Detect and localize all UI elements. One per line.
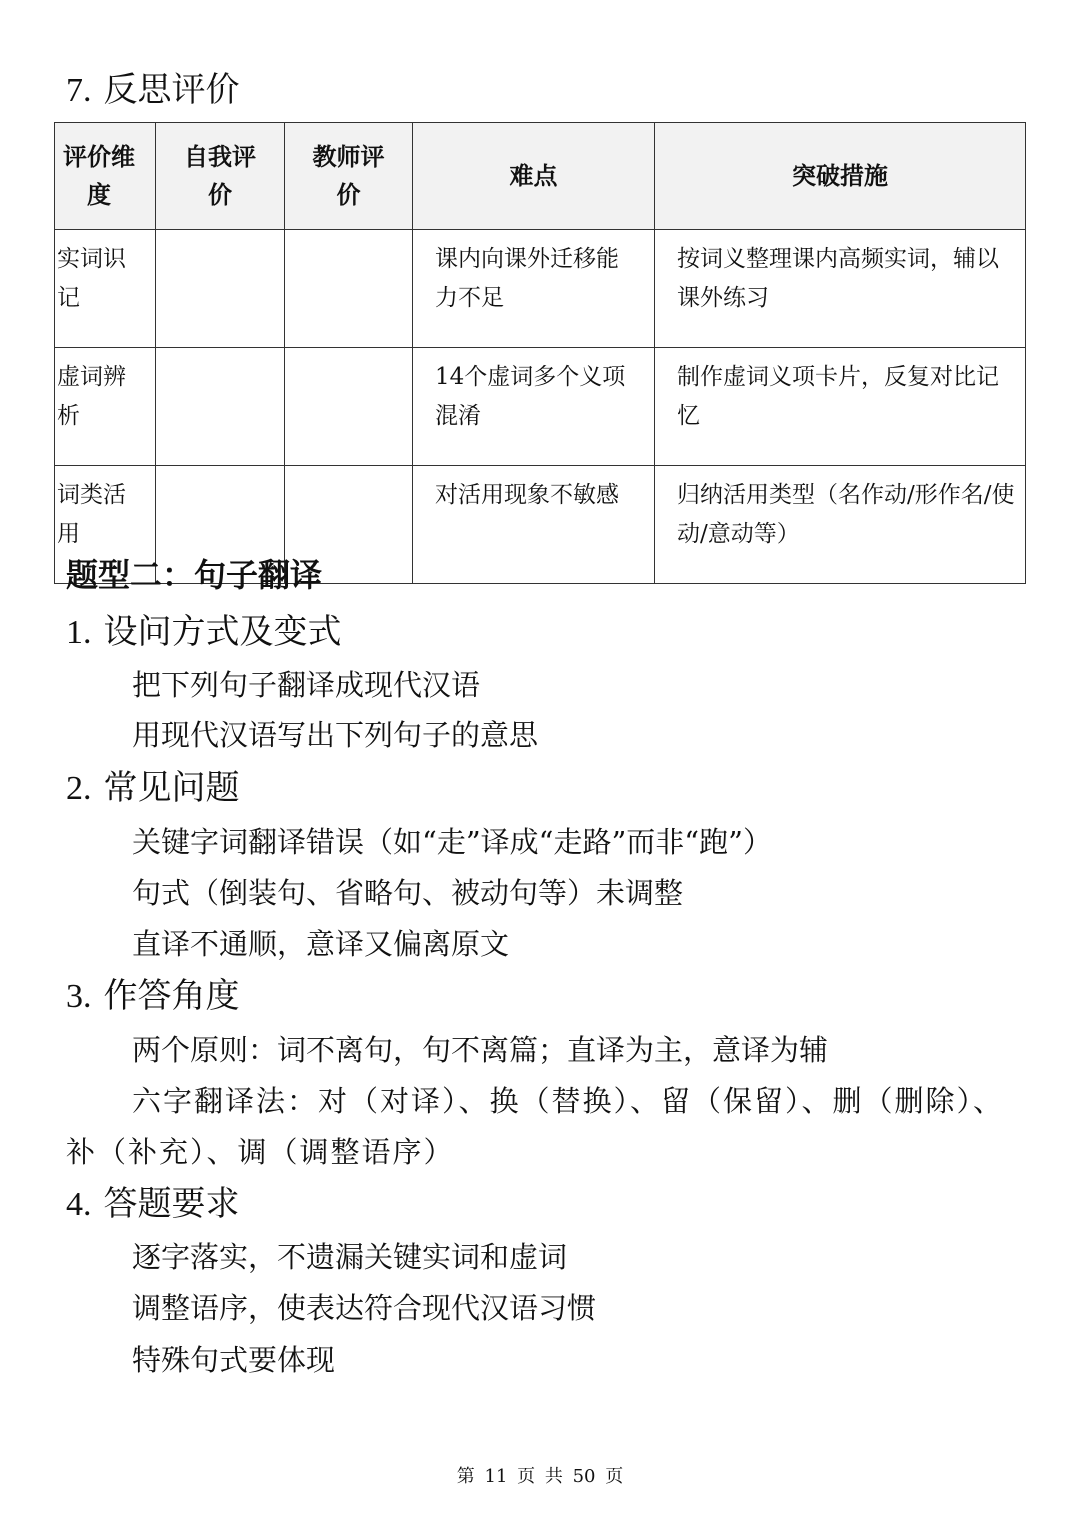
header-teacher-evaluation: 教师评价 <box>285 123 413 230</box>
page-number-footer: 第 11 页 共 50 页 <box>456 1466 624 1487</box>
evaluation-table <box>54 122 1026 584</box>
cell-measures: 归纳活用类型（名作动/形作名/使动/意动等） <box>655 466 1026 584</box>
section-4-heading <box>66 1184 240 1225</box>
header-dimension: 评价维度 <box>55 123 156 230</box>
table-header-row <box>55 123 1026 230</box>
section-1-heading <box>66 612 342 653</box>
section-title: 答题要求 <box>103 1184 240 1224</box>
cell-measures: 按词义整理课内高频实词，辅以课外练习 <box>655 230 1026 348</box>
section-number: 1. <box>66 614 92 651</box>
paragraph-line: 用现代汉语写出下列句子的意思 <box>132 718 539 752</box>
cell-dimension: 虚词辨析 <box>55 348 156 466</box>
paragraph-line: 把下列句子翻译成现代汉语 <box>132 668 481 702</box>
cell-teacher-evaluation <box>285 230 413 348</box>
question-type-2-heading: 题型二：句子翻译 <box>66 556 323 594</box>
section-title: 常见问题 <box>103 768 240 808</box>
header-self-evaluation: 自我评价 <box>156 123 285 230</box>
paragraph-line: 直译不通顺，意译又偏离原文 <box>132 927 510 961</box>
section-number: 4. <box>66 1186 92 1223</box>
header-measures: 突破措施 <box>655 123 1026 230</box>
cell-self-evaluation <box>156 230 285 348</box>
section-title: 反思评价 <box>103 70 240 110</box>
section-number: 7. <box>66 72 92 109</box>
cell-difficulty: 14个虚词多个义项混淆 <box>413 348 655 466</box>
section-3-heading <box>66 976 240 1017</box>
paragraph-line: 调整语序，使表达符合现代汉语习惯 <box>132 1291 597 1325</box>
table-row <box>55 230 1026 348</box>
cell-dimension: 实词识记 <box>55 230 156 348</box>
paragraph-line: 逐字落实，不遗漏关键实词和虚词 <box>132 1240 568 1274</box>
cell-self-evaluation <box>156 348 285 466</box>
paragraph-line: 特殊句式要体现 <box>132 1343 336 1377</box>
paragraph-line: 关键字词翻译错误（如“走”译成“走路”而非“跑”） <box>132 825 772 859</box>
table-row <box>55 348 1026 466</box>
cell-difficulty: 对活用现象不敏感 <box>413 466 655 584</box>
paragraph-line: 两个原则：词不离句，句不离篇；直译为主，意译为辅 <box>132 1033 829 1067</box>
paragraph-wrapped: 六字翻译法：对（对译）、换（替换）、留（保留）、删（删除）、补（补充）、调（调整语序） <box>66 1084 1005 1169</box>
cell-difficulty: 课内向课外迁移能力不足 <box>413 230 655 348</box>
section-title: 作答角度 <box>103 976 240 1016</box>
paragraph-line: 句式（倒装句、省略句、被动句等）未调整 <box>132 876 684 910</box>
section-7-heading <box>66 70 240 111</box>
section-number: 2. <box>66 770 92 807</box>
cell-measures: 制作虚词义项卡片，反复对比记忆 <box>655 348 1026 466</box>
section-title: 设问方式及变式 <box>103 612 342 652</box>
cell-dimension: 词类活用 <box>55 466 156 584</box>
section-2-heading <box>66 768 240 809</box>
section-number: 3. <box>66 978 92 1015</box>
cell-teacher-evaluation <box>285 348 413 466</box>
header-difficulty: 难点 <box>413 123 655 230</box>
